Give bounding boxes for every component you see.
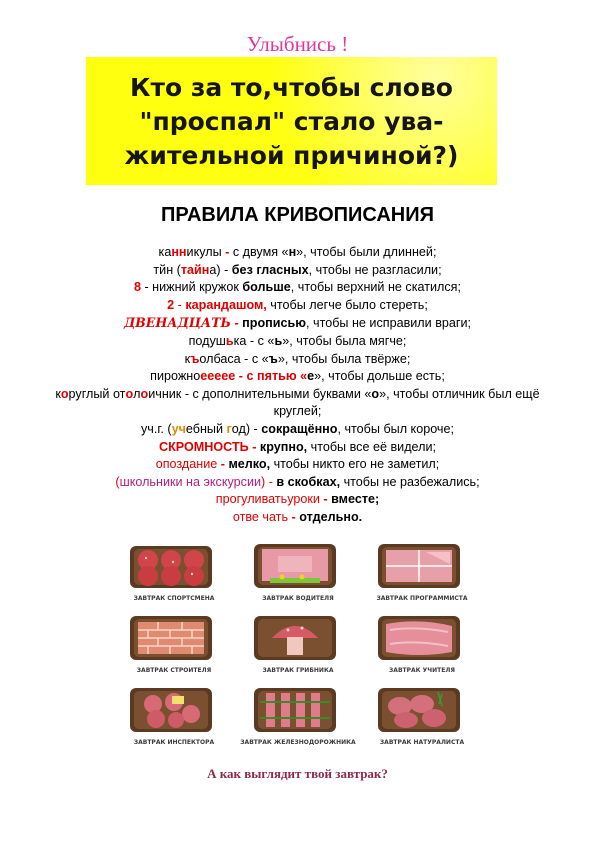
rule-fragment: , чтобы верхний не скатился; bbox=[290, 280, 462, 295]
rule-fragment: », чтобы были длинней; bbox=[296, 245, 437, 259]
sandwich-card bbox=[238, 540, 358, 608]
joke-banner bbox=[86, 57, 497, 185]
steering-wheel-sandwich-icon bbox=[252, 540, 338, 592]
rule-fragment: тйн ( bbox=[153, 262, 181, 277]
rule-fragment: руглый от bbox=[68, 386, 126, 401]
rule-fragment: в скобках, bbox=[276, 474, 341, 489]
rule-fragment: 2 bbox=[167, 297, 175, 312]
spiral-sandwich-icon bbox=[128, 684, 214, 736]
sandwich-caption: ЗАВТРАК ГРИБНИКА bbox=[262, 667, 334, 674]
rule-line bbox=[30, 456, 565, 474]
sandwich-caption: ЗАВТРАК ИНСПЕКТОРА bbox=[133, 739, 215, 746]
rule-fragment: без гласных bbox=[231, 262, 309, 277]
banner-text bbox=[86, 71, 497, 173]
rule-fragment: », чтобы дольше есть; bbox=[314, 369, 445, 384]
rule-fragment: с двумя « bbox=[232, 245, 289, 259]
banner-line: жительной причиной?) bbox=[124, 141, 459, 170]
banner-line: Кто за то,чтобы слово bbox=[130, 73, 453, 102]
rule-fragment: больше bbox=[242, 280, 291, 295]
rule-fragment: к bbox=[184, 351, 191, 366]
rule-fragment: - bbox=[319, 492, 332, 507]
rule-fragment: о bbox=[60, 386, 69, 401]
rule-fragment: вместе; bbox=[331, 492, 380, 507]
rule-fragment: чтобы легче было стереть; bbox=[266, 297, 428, 312]
rule-fragment: к bbox=[55, 386, 61, 401]
rule-fragment: о bbox=[140, 386, 149, 401]
rule-fragment: нн bbox=[171, 245, 187, 259]
rule-line bbox=[30, 421, 565, 439]
rule-fragment: чтобы не разбежались; bbox=[340, 474, 480, 489]
rail-sandwich-icon bbox=[252, 684, 338, 736]
sandwich-caption: ЗАВТРАК ВОДИТЕЛЯ bbox=[262, 595, 334, 602]
rule-fragment: отдельно. bbox=[299, 509, 363, 524]
sausage-rounds-icon bbox=[128, 540, 214, 592]
rule-fragment: ) - bbox=[261, 474, 277, 489]
rule-fragment: г bbox=[226, 421, 232, 436]
sandwich-caption: ЗАВТРАК СТРОИТЕЛЯ bbox=[136, 667, 212, 674]
banner-line: "проспал" стало ува- bbox=[139, 107, 444, 136]
rule-line bbox=[30, 351, 565, 369]
rule-line bbox=[30, 244, 565, 262]
rule-fragment: н bbox=[288, 245, 297, 259]
rule-line bbox=[30, 386, 565, 421]
rule-line bbox=[30, 279, 565, 297]
rule-fragment: », чтобы отличник был ещё круглей; bbox=[273, 386, 540, 419]
sandwich-grid bbox=[114, 540, 482, 750]
rule-line bbox=[30, 314, 565, 333]
sandwich-card bbox=[362, 540, 482, 608]
sandwich-card bbox=[114, 684, 234, 752]
rule-fragment: - bbox=[221, 245, 233, 259]
rule-fragment: », чтобы была твёрже; bbox=[277, 351, 411, 366]
rule-fragment: о bbox=[125, 386, 134, 401]
rule-line bbox=[30, 262, 565, 280]
rule-fragment: - bbox=[248, 439, 260, 454]
rules-list bbox=[30, 244, 565, 527]
sandwich-card bbox=[114, 612, 234, 680]
rule-fragment: икулы bbox=[186, 245, 222, 259]
rule-line bbox=[30, 491, 565, 509]
rule-fragment: е bbox=[307, 369, 315, 384]
salami-flower-sandwich-icon bbox=[376, 684, 462, 736]
rule-fragment: , чтобы не исправили враги; bbox=[306, 316, 472, 331]
rule-fragment: - bbox=[217, 457, 229, 472]
rule-fragment: сокращённо bbox=[261, 421, 338, 436]
rule-fragment: - bbox=[230, 316, 243, 331]
ham-sandwich-icon bbox=[376, 612, 462, 664]
rule-line bbox=[30, 439, 565, 457]
rule-fragment: 8 bbox=[133, 280, 141, 295]
rule-fragment: крупно, bbox=[259, 439, 308, 454]
rule-fragment: отве чать bbox=[232, 509, 289, 524]
rule-fragment: а) - bbox=[209, 262, 232, 277]
sandwich-card bbox=[362, 684, 482, 752]
rule-fragment: о bbox=[371, 386, 380, 401]
rule-fragment: еееее bbox=[200, 369, 236, 384]
rule-fragment: л bbox=[133, 386, 141, 401]
rule-fragment: прогуливатьуроки bbox=[215, 492, 320, 507]
rule-fragment: уч.г. ( bbox=[140, 421, 172, 436]
rule-fragment: пирожно bbox=[150, 369, 201, 384]
rule-fragment: , чтобы не разгласили; bbox=[308, 262, 442, 277]
rule-line bbox=[30, 474, 565, 492]
rule-fragment: уч bbox=[171, 421, 186, 436]
sandwich-caption: ЗАВТРАК УЧИТЕЛЯ bbox=[389, 667, 455, 674]
rule-fragment: тайн bbox=[180, 262, 210, 277]
rule-fragment: ь bbox=[225, 333, 234, 348]
rule-line bbox=[30, 333, 565, 351]
rule-fragment: - bbox=[235, 369, 247, 384]
cut-ham-sandwich-icon bbox=[376, 540, 462, 592]
rule-fragment: ъ bbox=[190, 351, 200, 366]
sandwich-caption: ЗАВТРАК ЖЕЛЕЗНОДОРОЖНИКА bbox=[240, 739, 356, 746]
rule-fragment: ебный bbox=[185, 421, 227, 436]
rules-heading: ПРАВИЛА КРИВОПИСАНИЯ bbox=[160, 204, 434, 226]
rule-fragment: - bbox=[288, 509, 300, 524]
rule-fragment: карандашом, bbox=[185, 297, 267, 312]
rule-fragment: подуш bbox=[188, 333, 226, 348]
rule-fragment: олбаса - с « bbox=[199, 351, 269, 366]
rule-fragment: прописью bbox=[242, 316, 307, 331]
rule-fragment: с пятью « bbox=[246, 369, 308, 384]
rule-fragment: чтобы все её видели; bbox=[307, 439, 437, 454]
sandwich-caption: ЗАВТРАК СПОРТСМЕНА bbox=[133, 595, 215, 602]
rule-fragment: од) - bbox=[231, 421, 262, 436]
rule-fragment: школьники на экскурсии bbox=[119, 474, 262, 489]
sandwich-card bbox=[362, 612, 482, 680]
rule-fragment: ка bbox=[158, 245, 172, 259]
sandwich-caption: ЗАВТРАК НАТУРАЛИСТА bbox=[379, 739, 465, 746]
rule-fragment: ка - с « bbox=[233, 333, 275, 348]
rule-fragment: - нижний кружок bbox=[140, 280, 243, 295]
rule-line bbox=[30, 368, 565, 386]
rule-fragment: - bbox=[174, 297, 186, 312]
rule-line bbox=[30, 509, 565, 527]
rule-fragment: чтобы никто его не заметил; bbox=[270, 457, 440, 472]
sandwich-caption: ЗАВТРАК ПРОГРАММИСТА bbox=[376, 595, 468, 602]
rule-line bbox=[30, 297, 565, 315]
rule-fragment: », чтобы была мягче; bbox=[282, 333, 407, 348]
rule-fragment: опоздание bbox=[155, 457, 218, 472]
rule-fragment: , чтобы был короче; bbox=[337, 421, 455, 436]
sandwich-card bbox=[238, 612, 358, 680]
rule-fragment: ь bbox=[274, 333, 283, 348]
rule-fragment: ъ bbox=[268, 351, 278, 366]
page-title: Улыбнись ! bbox=[246, 32, 349, 56]
rule-fragment: СКРОМНОСТЬ bbox=[158, 439, 249, 454]
rule-fragment: ( bbox=[115, 474, 120, 489]
rule-fragment: ичник - с дополнительными буквами « bbox=[148, 386, 372, 401]
brick-sandwich-icon bbox=[128, 612, 214, 664]
footer-question: А как выглядит твой завтрак? bbox=[207, 766, 388, 781]
rule-fragment: ДВЕНАДЦАТЬ bbox=[123, 315, 231, 331]
mushroom-sandwich-icon bbox=[252, 612, 338, 664]
rule-fragment: мелко, bbox=[228, 457, 271, 472]
sandwich-card bbox=[114, 540, 234, 608]
sandwich-card bbox=[238, 684, 358, 752]
